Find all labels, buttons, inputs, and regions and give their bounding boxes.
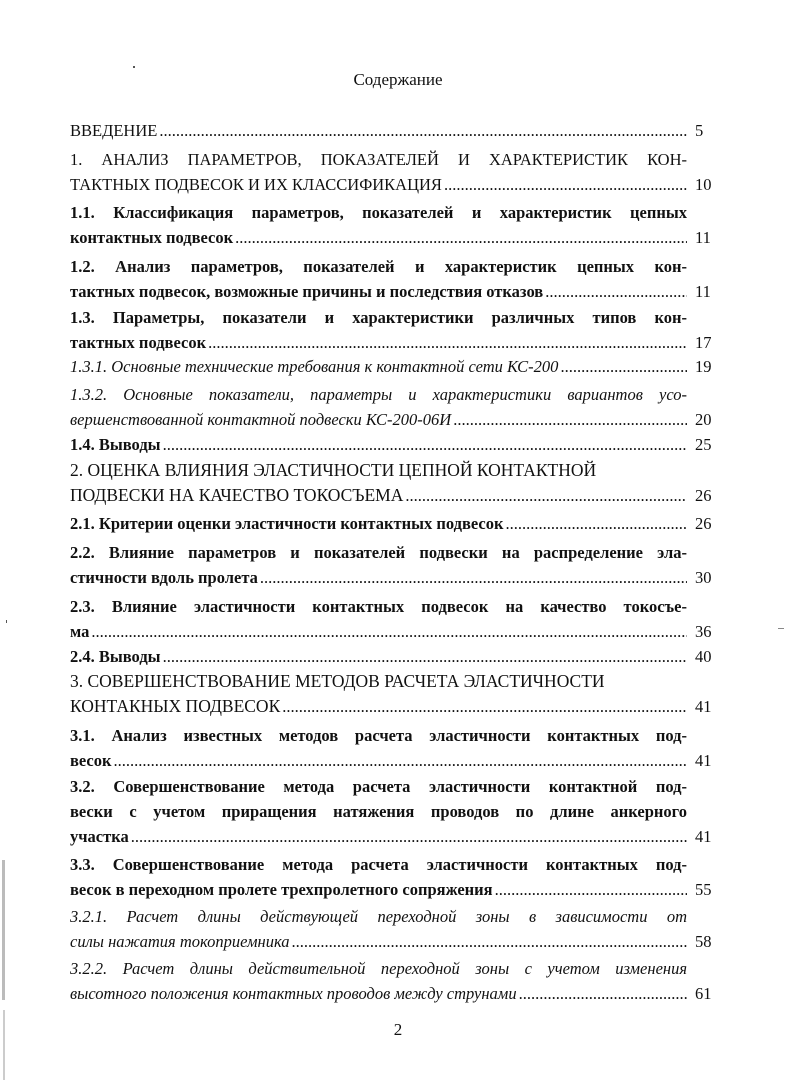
- toc-entry-text: весок в переходном пролете трехпролетного сопряжения: [70, 880, 493, 899]
- toc-entry-chapter-2[interactable]: [70, 458, 712, 508]
- toc-entry-text: КОНТАКНЫХ ПОДВЕСОК: [70, 696, 281, 716]
- toc-entry-text: 2.2. Влияние параметров и показателей подвески на распределение эла-: [70, 543, 687, 562]
- toc-entry-3-3[interactable]: [70, 852, 712, 902]
- toc-page-number: 19: [695, 357, 712, 376]
- toc-entry-1-2[interactable]: [70, 254, 711, 304]
- toc-entry-text: 2.4. Выводы: [70, 647, 161, 666]
- toc-entry-3-2-2[interactable]: [70, 956, 712, 1006]
- toc-entry-text: вески с учетом приращения натяжения проводов по длине анкерного: [70, 802, 687, 821]
- toc-page-number: 11: [695, 228, 711, 247]
- toc-page-number: 10: [695, 175, 712, 194]
- toc-entry-text: участка: [70, 827, 129, 846]
- toc-page-number: 41: [695, 697, 712, 716]
- toc-page-number: 58: [695, 932, 712, 951]
- toc-entry-text: стичности вдоль пролета: [70, 568, 258, 587]
- toc-entry-text: ВВЕДЕНИЕ: [70, 121, 158, 140]
- toc-leader-dots: [292, 929, 687, 954]
- scan-speck: [778, 628, 784, 629]
- toc-leader-dots: [159, 118, 687, 143]
- toc-page-number: 26: [695, 486, 712, 505]
- toc-page-number: 30: [695, 568, 712, 587]
- toc-entry-1-3[interactable]: [70, 305, 712, 355]
- toc-entry-text: 3.3. Совершенствование метода расчета эластичности контактных под-: [70, 855, 687, 874]
- toc-leader-dots: [405, 483, 687, 508]
- toc-leader-dots: [208, 330, 687, 355]
- toc-entry-text: ТАКТНЫХ ПОДВЕСОК И ИХ КЛАССИФИКАЦИЯ: [70, 175, 442, 194]
- toc-page-number: 17: [695, 333, 712, 352]
- toc-page-number: 61: [695, 984, 712, 1003]
- toc-page-number: 41: [695, 751, 712, 770]
- scan-speck: [6, 620, 7, 623]
- toc-entry-text: весок: [70, 751, 112, 770]
- toc-page-number: 11: [695, 282, 711, 301]
- toc-entry-1-4[interactable]: [70, 432, 712, 457]
- toc-leader-dots: [131, 824, 687, 849]
- toc-entry-text: тактных подвесок: [70, 333, 207, 352]
- toc-entry-chapter-1[interactable]: [70, 147, 712, 197]
- toc-entry-text: 1.3.2. Основные показатели, параметры и характеристики вариантов усо-: [70, 385, 687, 404]
- toc-entry-text: ПОДВЕСКИ НА КАЧЕСТВО ТОКОСЪЕМА: [70, 485, 404, 505]
- toc-leader-dots: [545, 279, 687, 304]
- page-number: 2: [393, 1020, 403, 1039]
- toc-entry-text: силы нажатия токоприемника: [70, 932, 290, 951]
- toc-entry-text: 2. ОЦЕНКА ВЛИЯНИЯ ЭЛАСТИЧНОСТИ ЦЕПНОЙ КОНТАКТНОЙ: [70, 460, 597, 480]
- toc-page-number: 20: [695, 410, 712, 429]
- toc-entry-1-3-1[interactable]: [70, 354, 712, 379]
- toc-leader-dots: [282, 694, 687, 719]
- toc-entry-text: высотного положения контактных проводов между струнами: [70, 984, 517, 1003]
- toc-leader-dots: [560, 354, 687, 379]
- toc-entry-2-1[interactable]: [70, 511, 712, 536]
- toc-leader-dots: [260, 565, 687, 590]
- toc-page-number: 41: [695, 827, 712, 846]
- toc-entry-text: 1. АНАЛИЗ ПАРАМЕТРОВ, ПОКАЗАТЕЛЕЙ И ХАРАКТЕРИСТИК КОН-: [70, 150, 687, 169]
- toc-entry-text: 3.2. Совершенствование метода расчета эластичности контактной под-: [70, 777, 687, 796]
- toc-leader-dots: [235, 225, 687, 250]
- toc-page-number: 40: [695, 647, 712, 666]
- toc-leader-dots: [506, 511, 687, 536]
- toc-leader-dots: [519, 981, 687, 1006]
- toc-leader-dots: [114, 748, 687, 773]
- toc-leader-dots: [444, 172, 687, 197]
- toc-entry-text: 3.2.2. Расчет длины действительной переходной зоны с учетом изменения: [70, 959, 687, 978]
- scan-margin-mark: [3, 1010, 5, 1080]
- toc-entry-3-2-1[interactable]: [70, 904, 712, 954]
- toc-page-number: 55: [695, 880, 712, 899]
- toc-entry-text: 3.1. Анализ известных методов расчета эластичности контактных под-: [70, 726, 687, 745]
- toc-entry-1-3-2[interactable]: [70, 382, 712, 432]
- toc-entry-text: вершенствованной контактной подвески КС-200-06И: [70, 410, 452, 429]
- toc-entry-1-1[interactable]: [70, 200, 711, 250]
- toc-entry-introduction[interactable]: [70, 118, 704, 143]
- toc-leader-dots: [453, 407, 687, 432]
- toc-entry-text: 1.1. Классификация параметров, показателей и характеристик цепных: [70, 203, 687, 222]
- toc-leader-dots: [163, 644, 687, 669]
- toc-entry-text: 1.3.1. Основные технические требования к контактной сети КС-200: [70, 357, 559, 376]
- toc-page-number: 5: [695, 121, 704, 140]
- toc-entry-text: 1.2. Анализ параметров, показателей и характеристик цепных кон-: [70, 257, 687, 276]
- toc-entry-text: ма: [70, 622, 90, 641]
- toc-page-number: 25: [695, 435, 712, 454]
- toc-leader-dots: [495, 877, 687, 902]
- scan-margin-mark: [2, 860, 5, 1000]
- toc-page-number: 36: [695, 622, 712, 641]
- toc-entry-2-2[interactable]: [70, 540, 712, 590]
- toc-entry-text: 2.3. Влияние эластичности контактных подвесок на качество токосъе-: [70, 597, 687, 616]
- toc-entry-text: тактных подвесок, возможные причины и последствия отказов: [70, 282, 544, 301]
- toc-entry-2-4[interactable]: [70, 644, 712, 669]
- toc-entry-text: 2.1. Критерии оценки эластичности контактных подвесок: [70, 514, 504, 533]
- toc-entry-chapter-3[interactable]: [70, 669, 712, 719]
- toc-entry-text: контактных подвесок: [70, 228, 234, 247]
- toc-leader-dots: [163, 432, 687, 457]
- toc-entry-text: 1.4. Выводы: [70, 435, 161, 454]
- toc-page-number: 26: [695, 514, 712, 533]
- toc-entry-3-1[interactable]: [70, 723, 712, 773]
- toc-entry-text: 3.2.1. Расчет длины действующей переходной зоны в зависимости от: [70, 907, 687, 926]
- toc-entry-text: 1.3. Параметры, показатели и характеристики различных типов кон-: [70, 308, 687, 327]
- toc-leader-dots: [91, 619, 687, 644]
- toc-entry-text: 3. СОВЕРШЕНСТВОВАНИЕ МЕТОДОВ РАСЧЕТА ЭЛАСТИЧНОСТИ: [70, 671, 605, 691]
- scan-speck: [133, 66, 135, 68]
- page-title: Содержание: [353, 70, 443, 89]
- toc-entry-3-2[interactable]: [70, 774, 712, 849]
- toc-entry-2-3[interactable]: [70, 594, 712, 644]
